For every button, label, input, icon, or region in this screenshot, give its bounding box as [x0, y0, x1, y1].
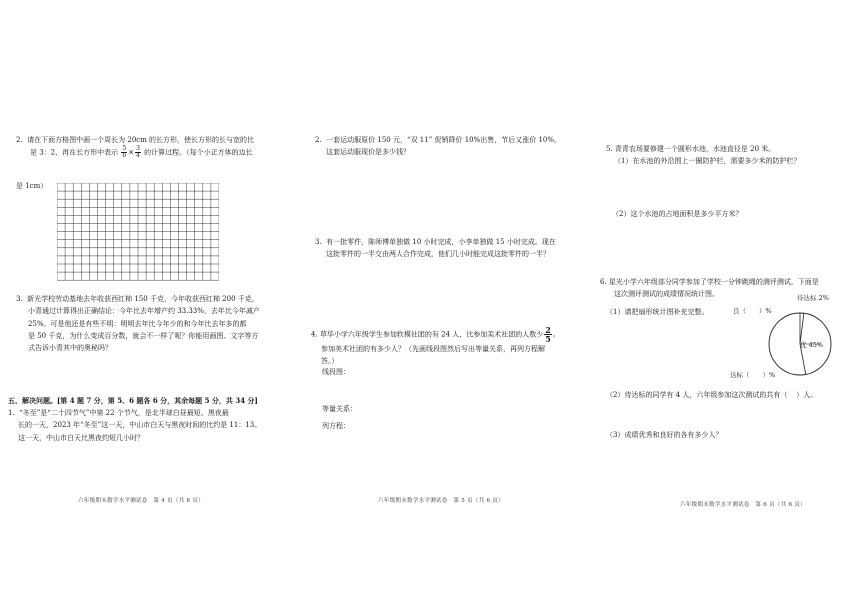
pie-label-pass: 达标（ ）%	[730, 371, 776, 379]
p5-q4-line2: 参加美术社团的有多少人？（先画线段图然后写出等量关系，再列方程解	[321, 345, 545, 353]
p4-q2	[16, 134, 271, 159]
p6-q6-line1: 6. 星光小学六年级部分同学参加了学校一分钟跳绳的测评测试，下面是	[600, 278, 819, 286]
p4-q3	[16, 293, 278, 354]
p5-footer: 六年级期末数学水平测试卷 第 5 页（共 6 页）	[378, 498, 504, 504]
p4-q3-line-1: 小青通过计算得出正确结论：今年比去年增产约 33.33%，去年比今年减产	[28, 307, 260, 316]
p4-q2-line1: 2. 请在下面方格图中画一个周长为 20cm 的长方形，使长方形的长与宽的比	[16, 136, 255, 144]
p6-q5	[606, 143, 851, 168]
p4-q3-line-4: 式告诉小青其中的奥秘吗？	[28, 344, 112, 352]
p4-q3-line-2: 25%。可是他还是有些不明：明明去年比今年少的和今年比去年多的都	[28, 319, 247, 328]
p4-q2-line2: 是 3：2，再在长方形中表示 $\frac{5}{6}$ × $\frac{3}{4}$ 的计算过程。（每个小正方体的边长	[30, 145, 253, 160]
p4-q3-line-3: 是 50 千克，为什么变成百分数，就会不一样了呢？你能用画图、文字等方	[28, 331, 259, 340]
line-diagram-label: 线段图：	[322, 368, 350, 376]
fraction-2-5: $\frac{2}{5}$	[545, 325, 551, 344]
pie-label-good: 良（ ）%	[733, 307, 772, 315]
p6-footer: 六年级期末数学水平测试卷 第 6 页（共 6 页）	[680, 502, 806, 508]
p4-sec5-q1-line-1: 长的一天，2023 年“冬至”这一天，中山市白天与黑夜时间的比约是 11：13。	[18, 421, 262, 430]
pie-label-excellent: 优 45%	[800, 341, 824, 349]
fraction-3-4: $\frac{3}{4}$	[136, 145, 140, 160]
p4-sec5-q1-line-2: 这一天，中山市白天比黑夜约短几小时？	[18, 433, 144, 442]
p4-sec5-q1	[8, 407, 280, 444]
p6-q6-sub3: （3）成绩优秀和良好的各有多少人？	[606, 431, 723, 439]
p5-q3	[315, 236, 585, 261]
fraction-5-6: $\frac{5}{6}$	[122, 145, 127, 160]
p4-q2-line3: 是 1cm）	[16, 182, 48, 190]
equation-label: 列方程：	[322, 422, 350, 430]
p6-q5-sub1: （1）在水池的外沿围上一圈防护栏，需要多少米的防护栏？	[614, 157, 801, 166]
p5-q4	[311, 326, 587, 368]
p6-q6-line2: 这次测评测试的成绩情况统计图。	[614, 290, 719, 299]
relation-label: 等量关系：	[322, 405, 357, 413]
p4-footer: 六年级期末数学水平测试卷 第 4 页（共 6 页）	[78, 498, 204, 504]
p5-q2-line-1: 这套运动服现价是多少钱？	[326, 148, 410, 157]
p6-q6-sub2: （2）待达标的同学有 4 人，六年级参加这次测试的共有（ ）人。	[606, 391, 818, 399]
p4-sec5-q1-line-0: 1. “冬至”是“二十四节气”中第 22 个节气，是北半球白昼最短、黑夜最	[8, 409, 229, 417]
p5-q3-line-1: 这批零件的一半交由两人合作完成，他们几小时能完成这批零件的一半？	[326, 250, 550, 259]
p4-q3-line-0: 3. 新光学校劳动基地去年收获西红柿 150 千克，今年收获西红柿 200 千克，	[16, 295, 259, 303]
p5-q4-line1: 4. 草华小学六年级学生参加软模社团的有 24 人，比参加美术社团的人数少 $\frac{2}{5}$ 。	[311, 325, 560, 344]
p6-q6-sub1: （1）请把扇形统计图补充完整。	[606, 308, 709, 316]
p5-q2	[315, 134, 585, 159]
p5-q2-line-0: 2. 一套运动服原价 150 元，“双 11” 促销降价 10%出售，节后又涨价 10%，	[315, 136, 562, 144]
section-5-heading: 五、解决问题。[第 4 题 7 分，第 5、6 题各 6 分，其余每题 5 分，共 34 分]	[8, 396, 258, 405]
p5-q3-line-0: 3. 有一批零件，陈师傅单独做 10 小时完成，小李单独做 15 小时完成。现在	[315, 238, 556, 246]
pie-label-pending: 待达标 2%	[797, 294, 829, 302]
p5-q4-line3: 答。）	[321, 357, 339, 366]
grid-paper	[57, 183, 219, 281]
p6-q5-intro: 5. 青青农场要修建一个圆形水池，水池直径是 20 米。	[606, 145, 776, 153]
p6-q5-sub2: （2）这个水池的占地面积是多少平方米？	[612, 210, 743, 218]
